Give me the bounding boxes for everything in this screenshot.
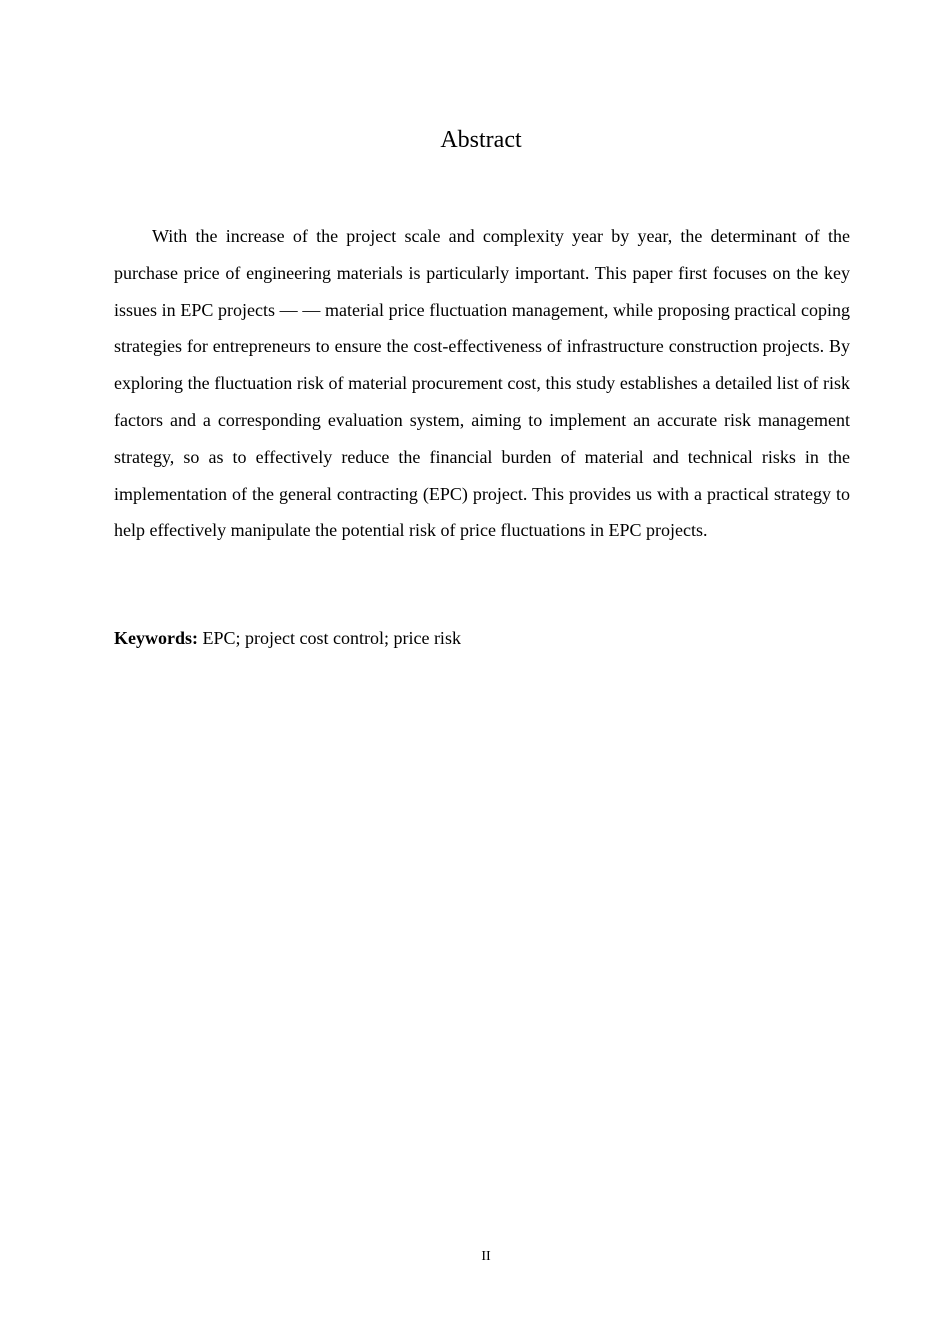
keywords-line (114, 624, 850, 652)
keywords-label: Keywords: (114, 628, 198, 648)
abstract-paragraph: With the increase of the project scale and complexity year by year, the determinant of the purchase price of engineering materials is particularly important. This paper first focuses on the key issues in EPC projects — — material price fluctuation management, while proposing practical coping strategies for entrepreneurs to ensure the cost-effectiveness of infrastructure construction projects. By exploring the fluctuation risk of material procurement cost, this study establishes a detailed list of risk factors and a corresponding evaluation system, aiming to implement an accurate risk management strategy, so as to effectively reduce the financial burden of material and technical risks in the implementation of the general contracting (EPC) project. This provides us with a practical strategy to help effectively manipulate the potential risk of price fluctuations in EPC projects. (114, 226, 850, 541)
page-title: Abstract (440, 127, 522, 153)
page-number: II (481, 1249, 491, 1264)
keywords-value: EPC; project cost control; price risk (198, 628, 461, 648)
